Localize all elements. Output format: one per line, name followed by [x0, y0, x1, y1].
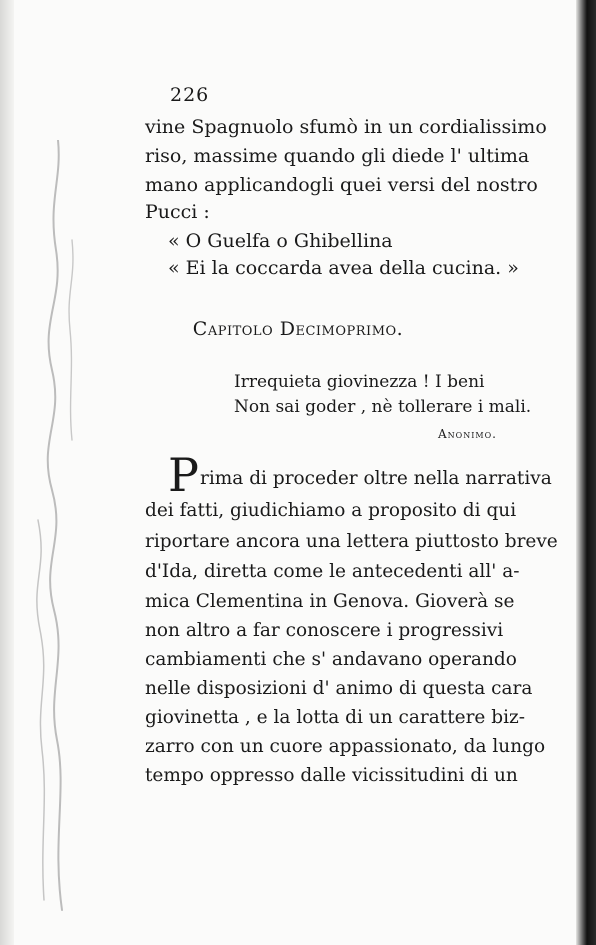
epigraph-author: Anonimo. [438, 427, 497, 441]
verse-line: « O Guelfa o Ghibellina [168, 230, 393, 252]
body-line: rima di proceder oltre nella narrativa [200, 468, 552, 489]
body-line: dei fatti, giudichiamo a proposito di qui [145, 500, 517, 521]
body-line: riportare ancora una lettera piuttosto breve [145, 531, 558, 552]
verse-line: « Ei la coccarda avea della cucina. » [168, 257, 519, 279]
chapter-heading [0, 318, 596, 340]
body-line: mica Clementina in Genova. Gioverà se [145, 591, 515, 612]
body-line: non altro a far conoscere i progressivi [145, 620, 504, 641]
text-line: riso, massime quando gli diede l' ultima [145, 145, 530, 167]
epigraph-line: Non sai goder , nè tollerare i mali. [234, 397, 532, 417]
body-line: tempo oppresso dalle vicissitudini di un [145, 765, 518, 786]
page-binding-edge [576, 0, 596, 945]
body-line: nelle disposizioni d' animo di questa cara [145, 678, 533, 699]
page-left-edge [0, 0, 14, 945]
body-line: cambiamenti che s' andavano operando [145, 649, 517, 670]
epigraph-line: Irrequieta giovinezza ! I beni [234, 372, 485, 392]
chapter-heading-text: Capitolo Decimoprimo. [192, 318, 404, 340]
handwritten-margin-note [22, 140, 82, 920]
body-line: d'Ida, diretta come le antecedenti all' a- [145, 561, 520, 582]
page-number: 226 [170, 84, 210, 106]
text-line: Pucci : [145, 201, 210, 223]
text-line: vine Spagnuolo sfumò in un cordialissimo [145, 116, 547, 138]
body-line: zarro con un cuore appassionato, da lungo [145, 736, 546, 757]
text-line: mano applicandogli quei versi del nostro [145, 174, 538, 196]
drop-cap: P [168, 448, 199, 502]
body-line: giovinetta , e la lotta di un carattere biz- [145, 707, 526, 728]
